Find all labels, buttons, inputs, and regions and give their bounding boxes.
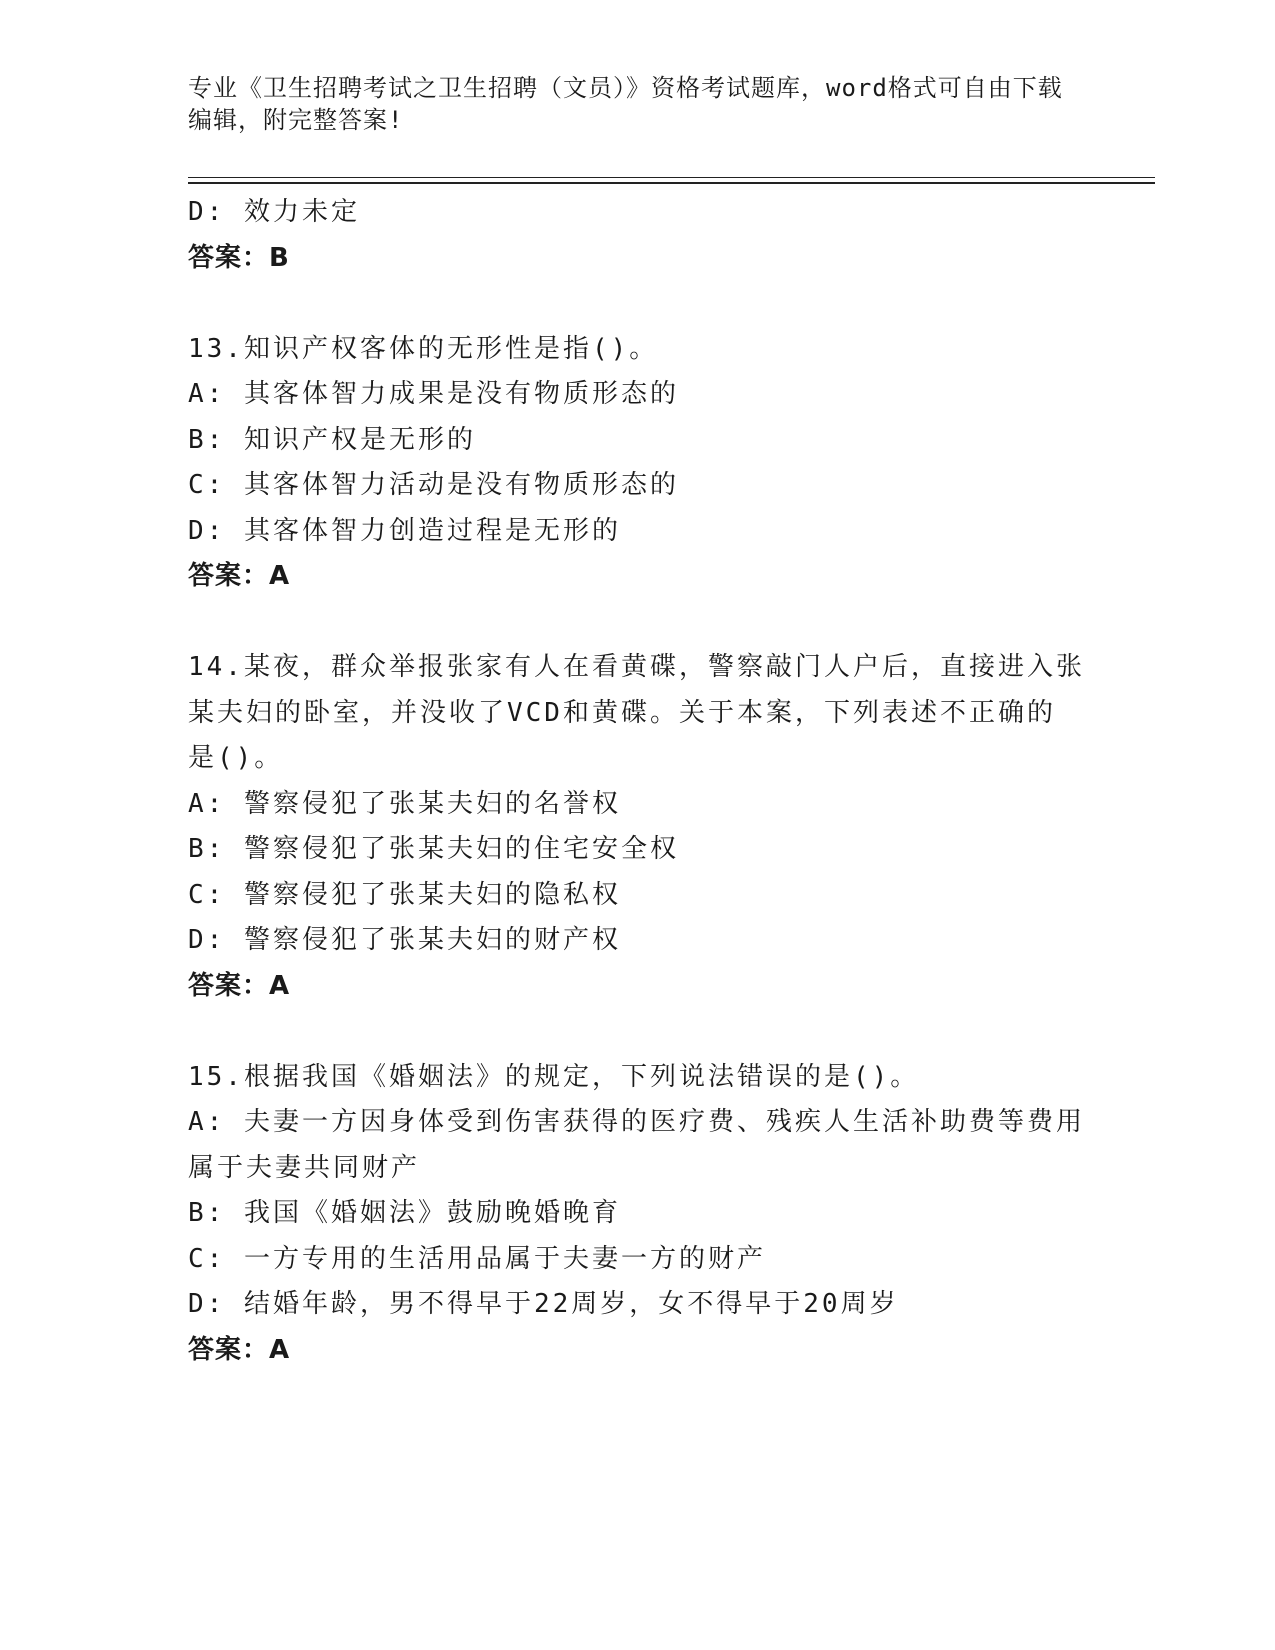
prev-answer: 答案：B (188, 242, 290, 273)
header-line-1: 专业《卫生招聘考试之卫生招聘（文员）》资格考试题库，word格式可自由下载 (188, 74, 1063, 102)
spacer (188, 281, 1088, 327)
option-b: B: 警察侵犯了张某夫妇的住宅安全权 (188, 834, 679, 864)
question-15 (188, 1055, 1088, 1374)
option-d: D: 警察侵犯了张某夫妇的财产权 (188, 925, 621, 955)
answer: 答案：A (188, 970, 291, 1001)
option-b: B: 我国《婚姻法》鼓励晚婚晚育 (188, 1198, 621, 1228)
option-c: C: 一方专用的生活用品属于夫妻一方的财产 (188, 1243, 766, 1274)
question-text: 是()。 (188, 743, 284, 773)
header-divider-bottom (188, 182, 1155, 184)
option-c: C: 其客体智力活动是没有物质形态的 (188, 470, 679, 500)
option-b: B: 知识产权是无形的 (188, 424, 476, 455)
answer: 答案：A (188, 1334, 291, 1365)
option-a: A: 其客体智力成果是没有物质形态的 (188, 379, 679, 409)
question-14 (188, 645, 1088, 1009)
question-text: 15.根据我国《婚姻法》的规定，下列说法错误的是()。 (188, 1061, 920, 1092)
option-a: A: 警察侵犯了张某夫妇的名誉权 (188, 788, 621, 819)
header-line-2: 编辑，附完整答案! (188, 106, 404, 134)
option-d: D: 结婚年龄，男不得早于22周岁，女不得早于20周岁 (188, 1289, 899, 1319)
option-a: A: 夫妻一方因身体受到伤害获得的医疗费、残疾人生活补助费等费用 (188, 1107, 1085, 1137)
option-c: C: 警察侵犯了张某夫妇的隐私权 (188, 879, 621, 910)
prev-option-d: D: 效力未定 (188, 197, 360, 227)
question-text: 13.知识产权客体的无形性是指()。 (188, 333, 659, 364)
question-list (188, 190, 1088, 1373)
document-header (188, 72, 1088, 136)
header-divider-top (188, 177, 1155, 178)
option-d: D: 其客体智力创造过程是无形的 (188, 515, 621, 546)
question-13 (188, 327, 1088, 600)
spacer (188, 1009, 1088, 1055)
question-text: 某夫妇的卧室，并没收了VCD和黄碟。关于本案，下列表述不正确的 (188, 697, 1056, 728)
spacer (188, 600, 1088, 646)
option-a-continued: 属于夫妻共同财产 (188, 1152, 421, 1183)
answer: 答案：A (188, 561, 291, 591)
question-text: 14.某夜，群众举报张家有人在看黄碟，警察敲门人户后，直接进入张 (188, 652, 1085, 682)
